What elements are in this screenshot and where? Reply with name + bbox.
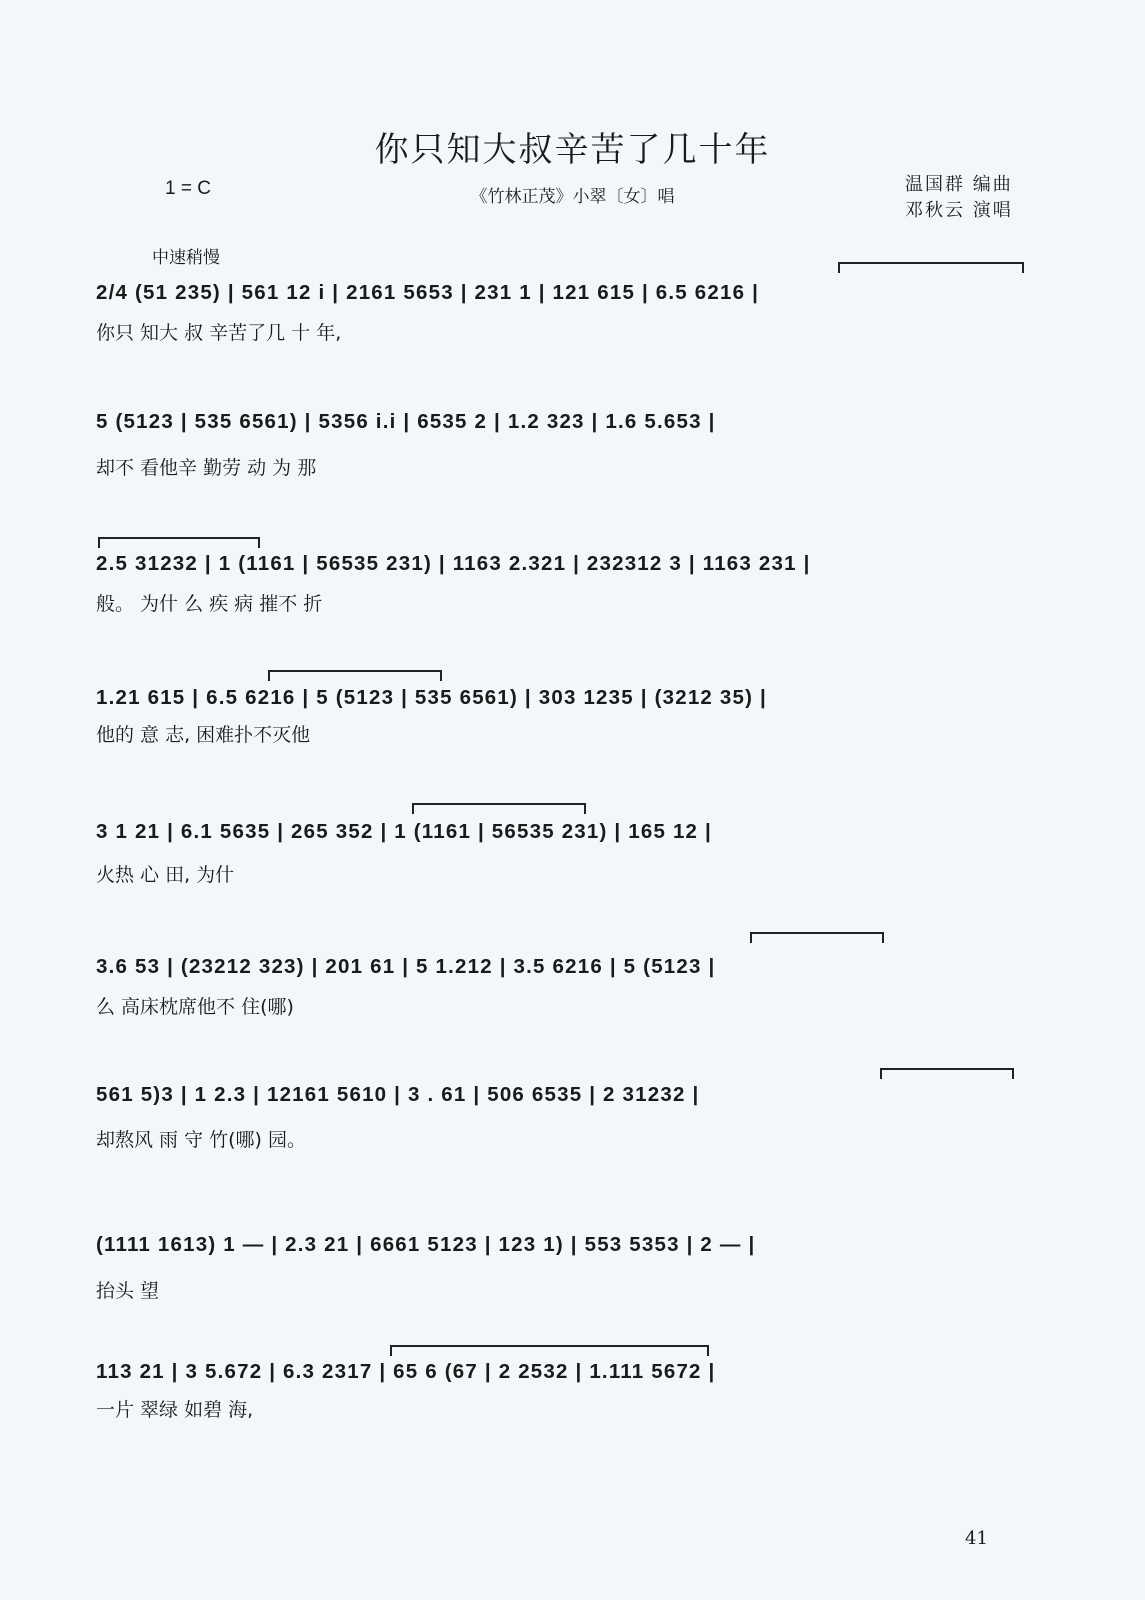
lyrics-line-5: 火热 心 田, 为什 [96, 864, 235, 886]
lyrics-line-8: 抬头 望 [96, 1280, 160, 1302]
notation-line-2: 5 (5123 | 535 6561) | 5356 i.i | 6535 2 | 1.2 323 | 1.6 5.653 | [96, 410, 716, 433]
lyrics-line-2: 却不 看他辛 勤劳 动 为 那 [96, 457, 317, 479]
lyrics-line-7: 却熬风 雨 守 竹(哪) 园。 [96, 1129, 306, 1151]
lyrics-line-9: 一片 翠绿 如碧 海, [96, 1399, 254, 1421]
lyrics-line-4: 他的 意 志, 困难扑不灭他 [96, 724, 311, 746]
notation-line-4: 1.21 615 | 6.5 6216 | 5 (5123 | 535 6561) | 303 1235 | (3212 35) | [96, 686, 767, 709]
phrase-tie [390, 1345, 709, 1356]
singer-credit: 邓秋云 演唱 [905, 200, 1013, 221]
song-subtitle: 《竹林正茂》小翠〔女〕唱 [470, 187, 675, 207]
tempo-marking: 中速稍慢 [152, 248, 220, 268]
notation-line-8: (1111 1613) 1 — | 2.3 21 | 6661 5123 | 123 1) | 553 5353 | 2 — | [96, 1233, 756, 1256]
lyrics-line-3: 般。 为什 么 疾 病 摧不 折 [96, 593, 323, 615]
composer-credit: 温国群 编曲 [905, 174, 1013, 195]
phrase-tie [750, 932, 884, 943]
notation-line-5: 3 1 21 | 6.1 5635 | 265 352 | 1 (1161 | 56535 231) | 165 12 | [96, 820, 712, 843]
phrase-tie [412, 803, 586, 814]
song-title: 你只知大叔辛苦了几十年 [374, 130, 771, 170]
lyrics-line-6: 么 高床枕席他不 住(哪) [96, 996, 294, 1018]
key-signature: 1 = C [165, 178, 211, 199]
phrase-tie [880, 1068, 1014, 1079]
phrase-tie [838, 262, 1024, 273]
notation-line-6: 3.6 53 | (23212 323) | 201 61 | 5 1.212 | 3.5 6216 | 5 (5123 | [96, 955, 716, 978]
phrase-tie [98, 537, 260, 548]
phrase-tie [268, 670, 442, 681]
notation-line-3: 2.5 31232 | 1 (1161 | 56535 231) | 1163 2.321 | 232312 3 | 1163 231 | [96, 552, 811, 575]
lyrics-line-1: 你只 知大 叔 辛苦了几 十 年, [96, 322, 342, 344]
notation-line-9: 113 21 | 3 5.672 | 6.3 2317 | 65 6 (67 | 2 2532 | 1.111 5672 | [96, 1360, 716, 1383]
notation-line-1: 2/4 (51 235) | 561 12 i | 2161 5653 | 231 1 | 121 615 | 6.5 6216 | [96, 281, 760, 304]
notation-line-7: 561 5)3 | 1 2.3 | 12161 5610 | 3 . 61 | 506 6535 | 2 31232 | [96, 1083, 700, 1106]
page-number: 41 [965, 1528, 988, 1549]
